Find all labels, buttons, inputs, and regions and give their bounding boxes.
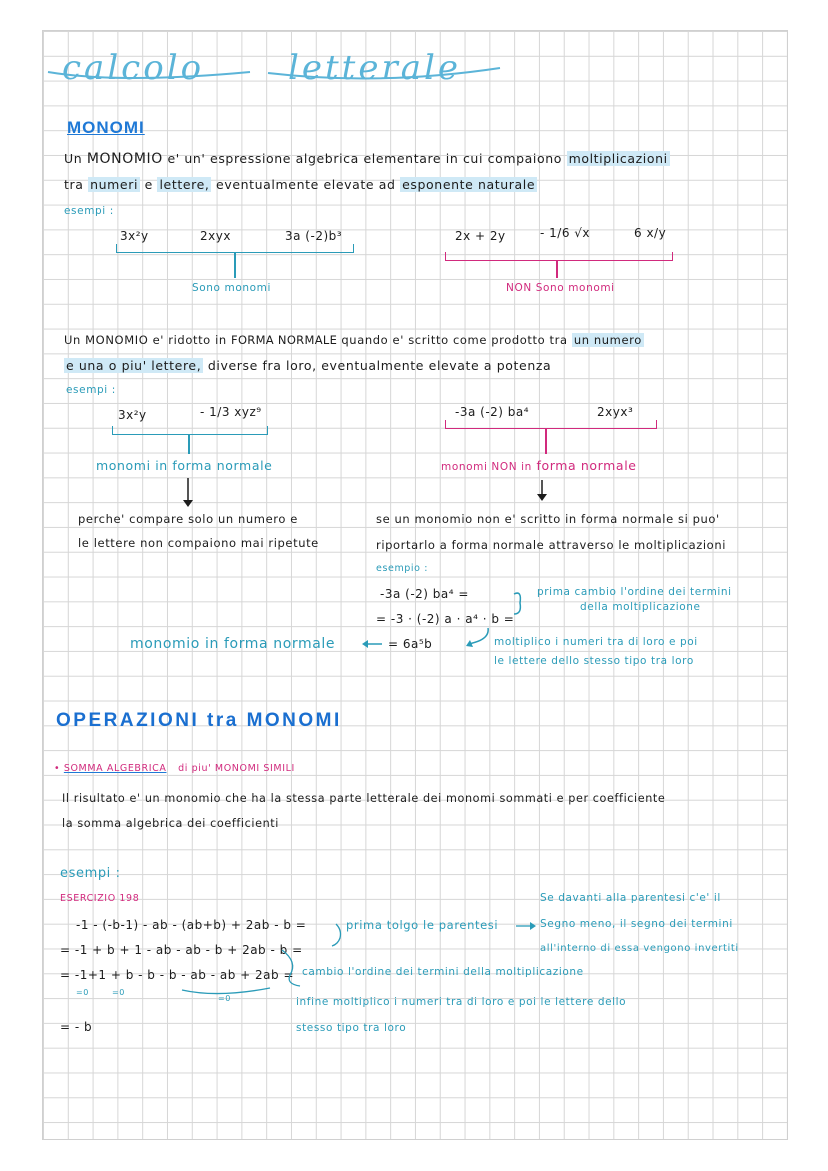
somma-text-2: la somma algebrica dei coefficienti [62, 817, 279, 830]
zero-mark: =0 [112, 988, 125, 997]
note-multiply-2: le lettere dello stesso tipo tra loro [494, 655, 694, 667]
esempi-label: esempi : [66, 384, 116, 396]
bullet-dot: • [54, 763, 61, 774]
note-sign-2: Segno meno, il segno dei termini [540, 918, 733, 930]
text: Un [64, 151, 83, 166]
note-reorder-terms: cambio l'ordine dei termini della moltiplicazione [302, 966, 584, 978]
highlight: numeri [90, 177, 139, 192]
caption-sono-monomi: Sono monomi [192, 282, 271, 294]
text: tra [64, 177, 84, 192]
highlight: un numero [573, 333, 642, 347]
calc-line-1: -1 - (-b-1) - ab - (ab+b) + 2ab - b = [76, 918, 307, 932]
title-word-2: letterale [288, 48, 461, 88]
text: Un MONOMIO e' ridotto in [64, 333, 227, 347]
example-normal-form: - 1/3 xyz⁹ [200, 405, 262, 419]
example-monomial: 3x²y [120, 229, 149, 243]
highlight: esponente naturale [402, 177, 536, 192]
esempi-label: esempi : [60, 866, 121, 881]
text: e' un' espressione algebrica elementare in cui compaiono [167, 151, 562, 166]
zero-mark: =0 [218, 994, 231, 1003]
highlight: moltiplicazioni [568, 151, 668, 166]
calc-line-3: = -1+1 + b - b - b - ab - ab + 2ab = [60, 968, 294, 982]
text: quando e' scritto come prodotto tra [341, 333, 568, 347]
reason-right-line-1: se un monomio non e' scritto in forma normale si puo' [376, 512, 720, 526]
note-reorder: prima cambio l'ordine dei termini [537, 586, 732, 598]
text: e [144, 177, 153, 192]
example-non-monomial: 6 x/y [634, 226, 667, 240]
result-label: monomio in forma normale [130, 636, 336, 652]
note-sign-1: Se davanti alla parentesi c'e' il [540, 892, 721, 904]
text: monomi NON in [441, 461, 532, 473]
note-sign-3: all'interno di essa vengono invertiti [540, 943, 739, 954]
example-monomial: 2xyx [200, 229, 231, 243]
esercizio-label: ESERCIZIO 198 [60, 893, 140, 904]
bullet-term: SOMMA ALGEBRICA [63, 763, 167, 774]
note-remove-parentheses: prima tolgo le parentesi [346, 918, 499, 932]
title-word-1: calcolo [62, 48, 205, 88]
caption-forma-normale: monomi in forma normale [96, 458, 273, 473]
text: forma normale [536, 458, 637, 473]
step-2: = -3 · (-2) a · a⁴ · b = [376, 612, 515, 626]
esempio-label: esempio : [376, 563, 428, 574]
example-monomial: 3a (-2)b³ [285, 229, 343, 243]
note-reorder-2: della moltiplicazione [580, 601, 701, 613]
text: diverse fra loro, eventualmente elevate a potenza [207, 358, 552, 373]
note-multiply-final: infine moltiplico i numeri tra di loro e poi le lettere dello [296, 996, 627, 1008]
text: eventualmente elevate ad [216, 177, 396, 192]
example-non-monomial: 2x + 2y [455, 229, 506, 243]
highlight: e una o piu' lettere, [66, 358, 202, 373]
note-multiply-final-2: stesso tipo tra loro [296, 1022, 407, 1034]
section-heading-operazioni: OPERAZIONI tra MONOMI [56, 710, 342, 731]
zero-mark: =0 [76, 988, 89, 997]
example-not-normal-form: -3a (-2) ba⁴ [455, 405, 530, 419]
term-monomio: MONOMIO [86, 151, 163, 167]
somma-text-1: Il risultato e' un monomio che ha la stessa parte letterale dei monomi sommati e per coefficiente [62, 792, 666, 805]
caption-non-monomi: NON Sono monomi [506, 282, 615, 294]
example-non-monomial: - 1/6 √x [540, 226, 591, 240]
esempi-label: esempi : [64, 205, 114, 217]
step-1: -3a (-2) ba⁴ = [380, 587, 469, 601]
example-not-normal-form: 2xyx³ [597, 405, 634, 419]
calc-line-2: = -1 + b + 1 - ab - ab - b + 2ab - b = [60, 943, 303, 957]
section-heading-monomi: MONOMI [67, 118, 145, 137]
note-multiply: moltiplico i numeri tra di loro e poi [494, 636, 698, 648]
example-normal-form: 3x²y [118, 408, 147, 422]
reason-left-line-2: le lettere non compaiono mai ripetute [78, 536, 319, 550]
calc-result: = - b [60, 1020, 93, 1034]
reason-left-line-1: perche' compare solo un numero e [78, 512, 298, 526]
highlight: lettere, [159, 177, 210, 192]
reason-right-line-2: riportarlo a forma normale attraverso le moltiplicazioni [376, 538, 727, 552]
step-3: = 6a⁵b [388, 637, 433, 651]
term-forma-normale: FORMA NORMALE [231, 333, 338, 347]
text: di piu' MONOMI SIMILI [178, 763, 295, 774]
